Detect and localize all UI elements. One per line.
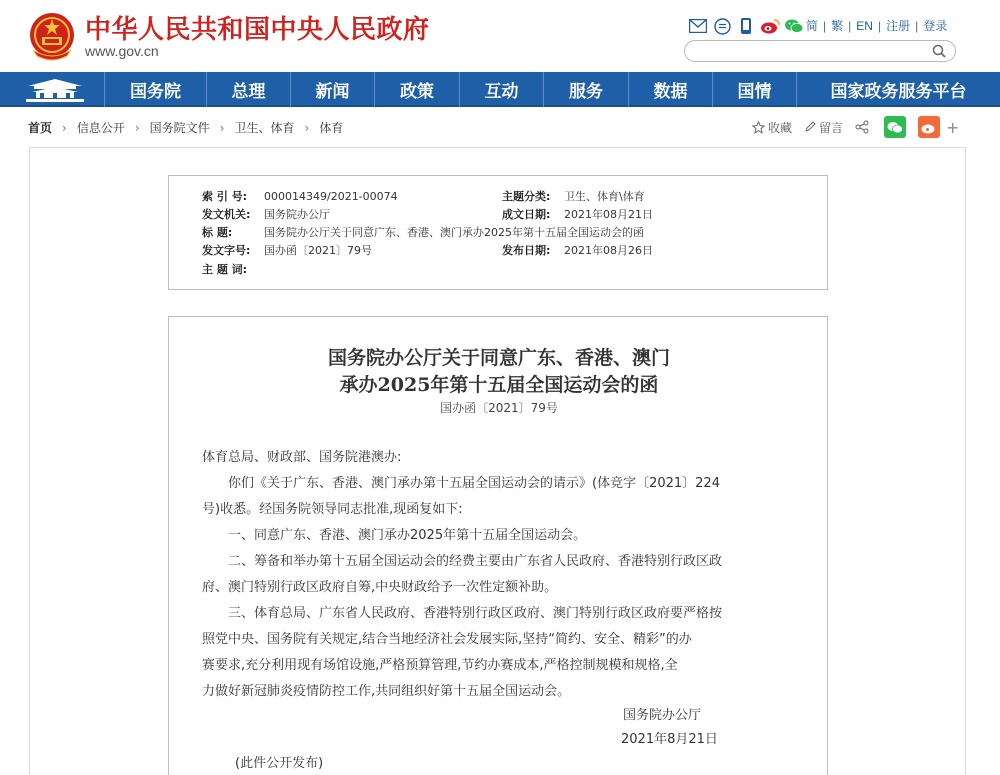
favorite-button[interactable] [752,119,792,136]
chevron-right-icon: › [304,120,310,135]
info-row-issuer [202,205,330,223]
document-info-table [168,175,828,290]
search-input[interactable] [695,42,935,62]
info-row-keywords [202,260,264,278]
favorite-label: 收藏 [768,120,793,135]
body-line: 照党中央、国务院有关规定,结合当地经济社会发展实际,坚持“简约、安全、精彩”的办 [202,632,692,647]
body-line: 二、筹备和举办第十五届全国运动会的经费主要由广东省人民政府、香港特别行政区政 [228,554,723,569]
index-label: 索 引 号: [202,190,248,203]
wechat-icon[interactable] [784,16,804,36]
nav-item-policy[interactable]: 政策 [374,72,459,107]
document-panel [168,316,828,775]
weibo-share-button[interactable] [918,116,940,138]
site-header [0,0,1000,72]
nav-item-national-info[interactable]: 国情 [712,72,796,107]
search-icon[interactable] [931,43,947,59]
register-link[interactable]: 注册 [886,19,911,33]
issuer-value: 国务院办公厅 [264,208,330,221]
info-row-date-written [502,205,653,223]
nav-item-services[interactable]: 服务 [543,72,628,107]
body-line: 你们《关于广东、香港、澳门承办第十五届全国运动会的请示》(体竞字〔2021〕224 [228,476,720,491]
language-links [806,17,947,34]
document-title-line-2: 承办2025年第十五届全国运动会的函 [339,374,659,396]
nav-item-news[interactable]: 新闻 [290,72,374,107]
issuer-label: 发文机关: [202,208,251,221]
message-icon[interactable] [712,16,732,36]
date-written-label: 成文日期: [502,208,551,221]
salutation: 体育总局、财政部、国务院港澳办: [202,450,402,465]
index-value: 000014349/2021-00074 [264,189,398,203]
body-line: 号)收悉。经国务院领导同志批准,现函复如下: [202,502,463,517]
chevron-right-icon: › [219,120,225,135]
traditional-chinese-link[interactable]: 繁 [831,19,844,33]
separator: | [877,18,882,33]
info-row-category [502,187,645,205]
breadcrumb-health-sports[interactable]: 卫生、体育 [234,121,295,135]
site-domain: www.gov.cn [85,43,159,59]
publish-date-label: 发布日期: [502,244,551,257]
category-label: 主题分类: [502,190,551,203]
page-tools [752,116,959,138]
top-icon-bar [688,15,808,37]
doc-number-value: 国办函〔2021〕79号 [264,244,372,257]
site-title[interactable]: 中华人民共和国中央人民政府 [85,15,430,45]
separator: | [848,18,852,33]
main-nav [0,72,1000,107]
info-row-publish-date [502,241,653,259]
body-line: 一、同意广东、香港、澳门承办2025年第十五届全国运动会。 [228,528,587,543]
star-icon [752,121,765,134]
keywords-label: 主 题 词: [202,263,248,276]
breadcrumb-info-public[interactable]: 信息公开 [76,121,125,135]
body-line: 赛要求,充分利用现有场馆设施,严格预算管理,节约办赛成本,严格控制规模和规格,全 [202,658,678,673]
pencil-icon [804,121,816,133]
breadcrumb-sports[interactable]: 体育 [319,121,344,135]
search-box [684,40,956,62]
info-row-doc-number [202,241,372,259]
body-line: 力做好新冠肺炎疫情防控工作,共同组织好第十五届全国运动会。 [202,684,571,699]
body-line: 三、体育总局、广东省人民政府、香港特别行政区政府、澳门特别行政区政府要严格按 [228,606,723,621]
nav-items [104,72,1000,107]
nav-item-premier[interactable]: 总理 [206,72,290,107]
mail-icon[interactable] [688,16,708,36]
separator: | [823,18,827,33]
sign-date: 2021年8月21日 [621,732,718,747]
chevron-right-icon: › [62,120,67,135]
wechat-share-button[interactable] [884,116,906,138]
title-label: 标 题: [202,226,233,239]
publish-date-value: 2021年08月26日 [564,244,653,257]
info-row-index [202,187,398,205]
signature: 国务院办公厅 [623,708,702,723]
tiananmen-logo-icon[interactable] [22,76,88,104]
login-link[interactable]: 登录 [923,19,948,33]
chevron-right-icon: › [134,120,140,135]
breadcrumb-state-council-docs[interactable]: 国务院文件 [149,121,210,135]
nav-item-gov-service-platform[interactable]: 国家政务服务平台 [796,72,1000,107]
body-line: 府、澳门特别行政区政府自筹,中央财政给予一次性定额补助。 [202,580,558,595]
breadcrumb [28,119,343,136]
english-link[interactable]: EN [856,18,873,33]
doc-number-label: 发文字号: [202,244,251,257]
date-written-value: 2021年08月21日 [564,208,653,221]
share-icon [855,120,869,134]
share-button[interactable] [855,120,872,134]
national-emblem-icon[interactable] [27,10,77,62]
mobile-icon[interactable] [736,16,756,36]
nav-item-state-council[interactable]: 国务院 [104,72,206,107]
separator: | [915,18,919,33]
info-row-title [202,223,644,241]
weibo-icon[interactable] [760,16,780,36]
document-number: 国办函〔2021〕79号 [440,401,558,415]
document-title-line-1: 国务院办公厅关于同意广东、香港、澳门 [327,347,670,369]
nav-item-interaction[interactable]: 互动 [459,72,543,107]
comment-button[interactable] [804,119,843,136]
simplified-chinese-link[interactable]: 简 [806,19,819,33]
breadcrumb-home[interactable]: 首页 [28,121,53,135]
comment-label: 留言 [819,120,844,135]
title-value: 国务院办公厅关于同意广东、香港、澳门承办2025年第十五届全国运动会的函 [264,226,644,239]
publication-note: (此件公开发布) [235,756,324,771]
nav-item-data[interactable]: 数据 [628,72,712,107]
wechat-icon [887,121,903,134]
more-share-icon[interactable]: + [946,117,960,137]
category-value: 卫生、体育\体育 [564,190,645,203]
weibo-icon [921,121,937,134]
